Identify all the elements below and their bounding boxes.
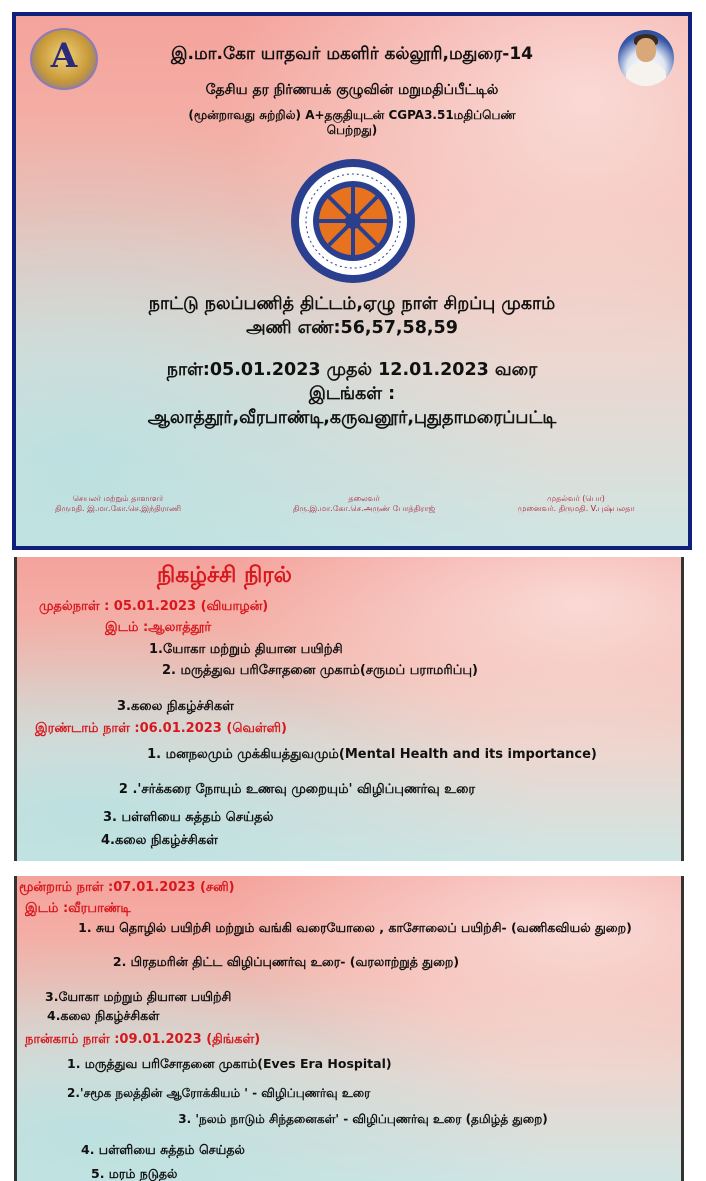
signature-role: செயலர் மற்றும் தாளாளர் (72, 494, 164, 503)
day3-item: 3.யோகா மற்றும் தியான பயிற்சி (45, 989, 232, 1004)
grade-line: (மூன்றாவது சுற்றில்) A+தகுதியுடன் CGPA3.51மதிப்பெண் பெற்றது) (188, 108, 516, 137)
unit-numbers: அணி எண்:56,57,58,59 (246, 318, 458, 338)
day4-item: 4. பள்ளியை சுத்தம் செய்தல் (81, 1142, 245, 1157)
day1-item: 1.யோகா மற்றும் தியான பயிற்சி (149, 642, 343, 657)
camp-places: ஆலாத்தூர்,வீரபாண்டி,கருவனூர்,புதுதாமரைப்பட்டி (147, 408, 557, 428)
schedule-heading: நிகழ்ச்சி நிரல் (157, 563, 292, 588)
day3-title: மூன்றாம் நாள் :07.01.2023 (சனி) (19, 880, 235, 895)
day3-place: இடம் :வீரபாண்டி (25, 901, 131, 916)
signature-secretary (18, 494, 218, 514)
camp-dates: நாள்:05.01.2023 முதல் 12.01.2023 வரை (166, 360, 538, 380)
camp-title: நாட்டு நலப்பணித் திட்டம்,ஏழு நாள் சிறப்பு முகாம் (148, 294, 556, 314)
college-name: இ.மா.கோ யாதவர் மகளிர் கல்லூரி,மதுரை-14 (171, 44, 533, 64)
college-crest-icon: A (30, 28, 98, 90)
day2-item: 3. பள்ளியை சுத்தம் செய்தல் (103, 810, 274, 825)
poster-header-panel (12, 12, 692, 550)
day1-item: 3.கலை நிகழ்ச்சிகள் (117, 699, 234, 714)
signature-principal (466, 494, 686, 514)
day4-title: நான்காம் நாள் :09.01.2023 (திங்கள்) (25, 1032, 261, 1047)
day4-item: 1. மருத்துவ பரிசோதனை முகாம்(Eves Era Hospital) (67, 1056, 392, 1071)
places-label: இடங்கள் : (308, 384, 396, 404)
day3-item: 2. பிரதமரின் திட்ட விழிப்புணர்வு உரை- (வரலாற்றுத் துறை) (112, 954, 460, 969)
signature-role: முதல்வர் (பொ) (547, 494, 605, 503)
day1-item: 2. மருத்துவ பரிசோதனை முகாம்(சருமப் பராமரிப்பு) (161, 663, 479, 678)
signature-name: திரு.இ.மா.கோ.செ.அருண் போத்திராஜ் (292, 504, 436, 513)
day1-title: முதல்நாள் : 05.01.2023 (வியாழன்) (39, 599, 269, 614)
day4-item: 5. மரம் நடுதல் (91, 1166, 178, 1181)
day3-item: 4.கலை நிகழ்ச்சிகள் (47, 1008, 160, 1023)
signature-name: திருமதி. இ.மா.கோ.செ.இந்திராணி (55, 504, 181, 513)
signature-president (274, 494, 454, 514)
day4-item: 3. 'நலம் நாடும் சிந்தனைகள்' - விழிப்புணர்வு உரை (தமிழ்த் துறை) (178, 1112, 548, 1126)
day4-item: 2.'சமூக நலத்தின் ஆரோக்கியம் ' - விழிப்புணர்வு உரை (67, 1086, 371, 1100)
day2-item: 4.கலை நிகழ்ச்சிகள் (101, 833, 218, 848)
day1-place: இடம் :ஆலாத்தூர் (105, 620, 212, 635)
nss-emblem-icon (288, 156, 418, 286)
day3-item: 1. சுய தொழில் பயிற்சி மற்றும் வங்கி வரையோலை , காசோலைப் பயிற்சி- (வணிகவியல் துறை) (78, 920, 632, 935)
signature-name: முனைவர். திருமதி. V.புஷ்பலதா (517, 504, 635, 513)
schedule-panel-2 (14, 876, 684, 1181)
accreditation-line: தேசிய தர நிர்ணயக் குழுவின் மறுமதிப்பீட்டில் (205, 82, 499, 98)
schedule-panel-1 (14, 557, 684, 861)
day2-item: 1. மனநலமும் முக்கியத்துவமும்(Mental Health and its importance) (147, 747, 597, 762)
day2-item: 2 .'சர்க்கரை நோயும் உணவு முறையும்' விழிப்புணர்வு உரை (118, 782, 476, 797)
signature-role: தலைவர் (348, 494, 380, 503)
day2-title: இரண்டாம் நாள் :06.01.2023 (வெள்ளி) (35, 721, 287, 736)
